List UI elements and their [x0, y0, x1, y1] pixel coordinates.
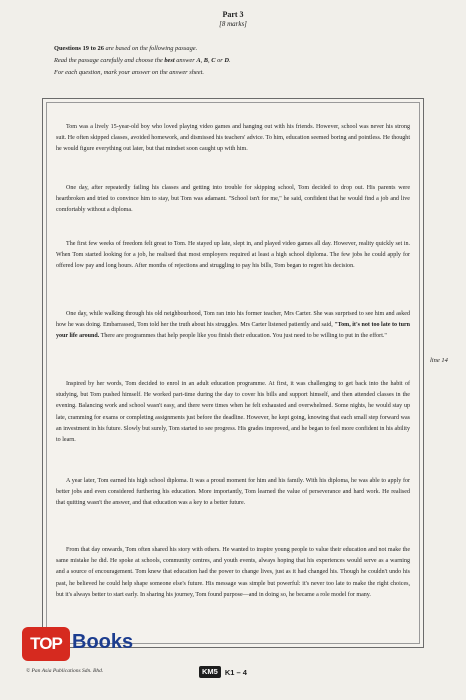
- line-14-marker: line 14: [430, 357, 448, 364]
- instruction-best: best: [164, 57, 175, 64]
- page-number: K1 – 4: [224, 667, 247, 677]
- publisher-credit: © Pan Asia Publications Sdn. Bhd.: [26, 668, 104, 674]
- book-code: KM5: [199, 666, 221, 678]
- paragraph-text: There are programmes that help people like you finish their education. You just need to be willing to put in the effort.": [99, 333, 387, 340]
- topbooks-logo: [22, 627, 134, 667]
- logo-top: TOP: [22, 627, 70, 661]
- instruction-text: Read the passage carefully and choose the: [54, 57, 165, 64]
- passage-paragraph-7: From that day onwards, Tom often shared his story with others. He wanted to inspire young people to value their education and not make the same mistake he did. He spoke at schools, community centres, and youth events, always hoping that his experiences would serve as a warning and a source of encouragement. Tom knew that education had the power to change lives, just as it had changed his. Though he couldn't undo his past, he believed he could help shape someone else's future. His message was simple but powerful: it's never too late to make the right choices, but it's always better to start early. In sharing his journey, Tom found purpose—and in doing so, he became a role model for many.: [56, 547, 410, 598]
- teacher-quote: "Tom, it's not too late to turn your life around.: [56, 322, 410, 340]
- passage-paragraph-4: [56, 309, 410, 343]
- questions-range: Questions 19 to 26: [54, 45, 104, 52]
- instruction-text: or: [215, 57, 225, 64]
- passage-paragraph-1: Tom was a lively 15-year-old boy who loved playing video games and hanging out with his friends. However, school was never his strong suit. He often skipped classes, avoided homework, and dismissed his teachers' advice. To him, education seemed boring and pointless. He thought he would figure everything out later, but that mindset soon caught up with him.: [56, 124, 410, 153]
- instruction-text: ,: [208, 57, 212, 64]
- passage-paragraph-2: One day, after repeatedly failing his classes and getting into trouble for skipping school, Tom decided to drop out. His parents were heartbroken and tried to convince him to stay, but Tom was adamant. "School isn't for me," he said, confident that he would find a job and live comfortably without a diploma.: [56, 185, 410, 214]
- instruction-line-2: [54, 57, 434, 65]
- option-a: A: [196, 57, 201, 64]
- marks-label: [8 marks]: [219, 20, 247, 28]
- option-b: B: [203, 57, 209, 64]
- logo-books: Books: [72, 631, 134, 653]
- instruction-text: ,: [200, 57, 204, 64]
- passage-paragraph-3: The first few weeks of freedom felt great to Tom. He stayed up late, slept in, and played video games all day. However, reality quickly set in. When Tom started looking for a job, he realised that most employers required at least a high school diploma. The few jobs he could apply for offered low pay and long hours. After months of rejections and struggling to pay his bills, Tom began to regret his decision.: [56, 241, 410, 270]
- passage-paragraph-5: Inspired by her words, Tom decided to enrol in an adult education programme. At first, it was challenging to get back into the habit of studying, but Tom pushed himself. He worked part-time during the day to cover his bills and support himself, and then attended classes in the evening. Balancing work and school wasn't easy, and there were times when he felt exhausted and overwhelmed. Some nights, he would stay up late, cramming for exams or completing assignments just before the deadline. However, he kept going, knowing that each small step forward was an investment in his future. Slowly but surely, Tom started to see progress. His grades improved, and he began to feel more confident in his ability to learn.: [56, 381, 410, 444]
- instruction-text: .: [229, 57, 231, 64]
- option-c: C: [211, 57, 216, 64]
- instruction-line-3: For each question, mark your answer on the answer sheet.: [54, 69, 204, 76]
- instruction-line-1: [54, 45, 434, 53]
- option-d: D: [224, 57, 230, 64]
- instruction-text: answer: [174, 57, 197, 64]
- page-number-badge: [199, 666, 247, 678]
- paragraph-text: One day, while walking through his old neighbourhood, Tom ran into his former teacher, Mrs Carter. She was surprised to see him and asked how he was doing. Embarrassed, Tom told her the truth about his struggles. Mrs Carter listened patiently and said,: [56, 311, 410, 329]
- instruction-text: are based on the following passage.: [103, 45, 198, 52]
- part-title: Part 3: [222, 10, 244, 19]
- passage-paragraph-6: A year later, Tom earned his high school diploma. It was a proud moment for him and his family. With his diploma, he was able to apply for better jobs and even considered furthering his education. More importantly, Tom learned the value of perseverance and hard work. He realised that quitting wasn't the answer, and that education was a key to a better future.: [56, 478, 410, 507]
